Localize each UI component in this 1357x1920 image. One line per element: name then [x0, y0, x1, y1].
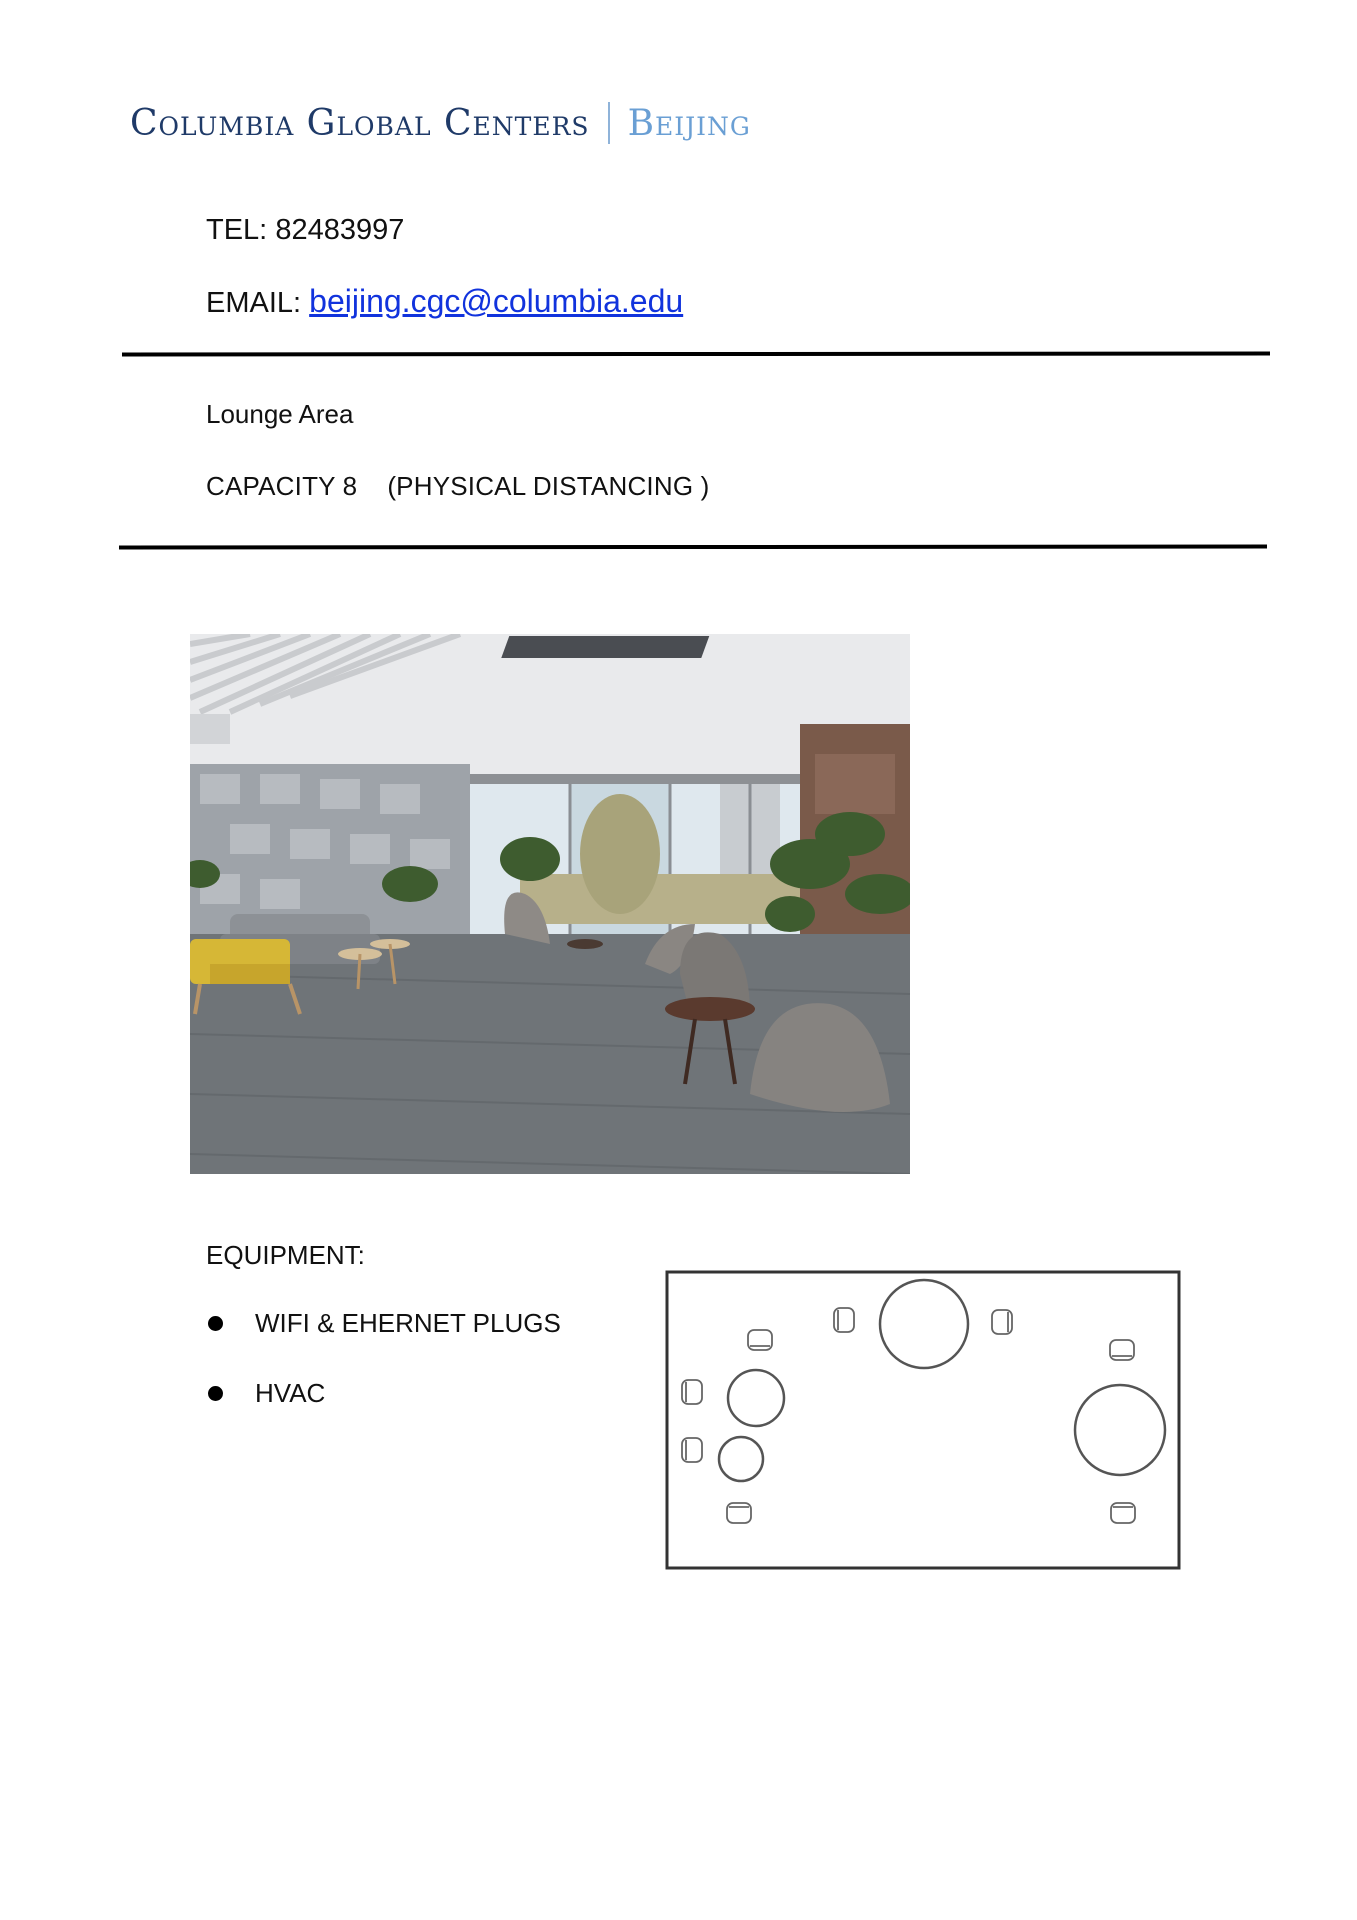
- equipment-item-label: HVAC: [255, 1378, 326, 1408]
- table-icon: [728, 1370, 784, 1426]
- logo-org-name: Columbia Global Centers: [130, 102, 590, 144]
- columbia-global-centers-logo: [130, 102, 751, 144]
- list-item: [206, 1378, 561, 1448]
- tel-value: 82483997: [275, 214, 405, 246]
- table-icon: [880, 1280, 968, 1368]
- tel-line: [206, 214, 404, 247]
- email-link[interactable]: beijing.cgc@columbia.edu: [309, 283, 684, 319]
- chair-icon: [834, 1308, 854, 1332]
- chair-icon: [1111, 1503, 1135, 1523]
- lounge-photo: [190, 634, 910, 1174]
- email-label: EMAIL:: [206, 287, 302, 319]
- capacity-note: (PHYSICAL DISTANCING ): [387, 471, 710, 501]
- equipment-item-label: WIFI & EHERNET PLUGS: [255, 1308, 561, 1338]
- divider-rule-bottom: [119, 544, 1267, 549]
- tel-label: TEL:: [206, 214, 268, 246]
- divider-rule-top: [122, 351, 1270, 356]
- table-icon: [1075, 1385, 1165, 1475]
- logo-divider: [608, 102, 610, 144]
- chair-icon: [682, 1380, 702, 1404]
- list-item: [206, 1308, 561, 1378]
- equipment-title: EQUIPMENT:: [206, 1240, 365, 1270]
- room-name: Lounge Area: [206, 399, 354, 429]
- chair-icon: [1110, 1340, 1134, 1360]
- bullet-icon: [208, 1386, 223, 1401]
- chair-icon: [727, 1503, 751, 1523]
- bullet-icon: [208, 1316, 223, 1331]
- chair-icon: [748, 1330, 772, 1350]
- floor-plan-diagram: [665, 1270, 1181, 1570]
- chair-icon: [992, 1310, 1012, 1334]
- capacity-line: [206, 471, 710, 502]
- capacity-label: CAPACITY 8: [206, 471, 358, 501]
- logo-city: Beijing: [627, 102, 751, 144]
- equipment-list: [206, 1308, 561, 1448]
- table-icon: [719, 1437, 763, 1481]
- chair-icon: [682, 1438, 702, 1462]
- email-line: [206, 283, 683, 320]
